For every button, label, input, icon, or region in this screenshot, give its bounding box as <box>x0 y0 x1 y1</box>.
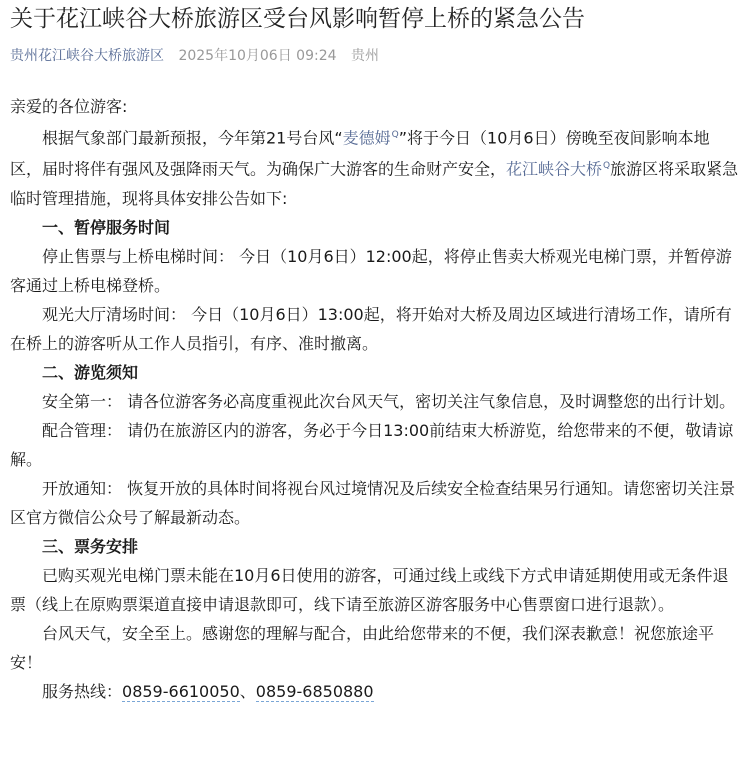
hotline-label: 服务热线： <box>42 681 123 701</box>
intro-text-b: ”将于今日（10月6日）傍晚至夜间影响本地区，届时将伴有强风及强降雨天气。为确保广大游客的生命财产安全， <box>10 128 710 179</box>
publish-time: 2025年10月06日 09:24 <box>178 48 337 64</box>
article-page <box>0 4 750 706</box>
typhoon-keyword-link[interactable]: 麦德姆 <box>342 128 391 148</box>
section-3-paragraph-1: 已购买观光电梯门票未能在10月6日使用的游客，可通过线上或线下方式申请延期使用或无条件退票（线上在原购票渠道直接申请退款即可，线下请至旅游区游客服务中心售票窗口进行退款）。 <box>10 565 729 614</box>
section-heading-1: 一、暂停服务时间 <box>42 217 171 237</box>
area-keyword-link[interactable]: 花江峡谷大桥 <box>506 159 603 179</box>
search-icon[interactable]: Q <box>603 161 611 172</box>
hotline-separator: 、 <box>239 681 256 701</box>
article-body <box>10 92 740 706</box>
intro-text-c: 旅游区将采取紧急临时管理措施，现将具体安排公告如下: <box>10 159 739 208</box>
intro-paragraph <box>10 121 740 213</box>
publish-location: 贵州 <box>350 48 379 64</box>
greeting: 亲爱的各位游客: <box>10 97 128 116</box>
phone-number-link[interactable]: 0859-6850880 <box>255 681 374 701</box>
hotline-line <box>10 677 740 706</box>
phone-number-link[interactable]: 0859-6610050 <box>122 681 240 701</box>
account-name-link[interactable]: 贵州花江峡谷大桥旅游区 <box>10 48 164 64</box>
closing-paragraph: 台风天气，安全至上。感谢您的理解与配合，由此给您带来的不便，我们深表歉意！祝您旅途平安！ <box>10 623 715 672</box>
article-title: 关于花江峡谷大桥旅游区受台风影响暂停上桥的紧急公告 <box>10 6 585 32</box>
section-heading-3: 三、票务安排 <box>42 536 139 556</box>
section-1-paragraph-2: 观光大厅清场时间： 今日（10月6日）13:00起，将开始对大桥及周边区域进行清场工作，请所有在桥上的游客听从工作人员指引，有序、准时撤离。 <box>10 304 732 353</box>
article-meta <box>10 46 740 66</box>
search-icon[interactable]: Q <box>391 130 399 140</box>
intro-text-a: 根据气象部门最新预报，今年第21号台风“ <box>42 128 343 148</box>
section-1-paragraph-1: 停止售票与上桥电梯时间： 今日（10月6日）12:00起，将停止售卖大桥观光电梯门票，并暂停游客通过上桥电梯登桥。 <box>10 246 732 295</box>
section-2-paragraph-1: 安全第一： 请各位游客务必高度重视此次台风天气，密切关注气象信息，及时调整您的出行计划。 <box>42 391 736 411</box>
section-2-paragraph-3: 开放通知： 恢复开放的具体时间将视台风过境情况及后续安全检查结果另行通知。请您密切关注景区官方微信公众号了解最新动态。 <box>10 478 736 527</box>
section-2-paragraph-2: 配合管理： 请仍在旅游区内的游客，务必于今日13:00前结束大桥游览，给您带来的不便，敬请谅解。 <box>10 420 734 469</box>
section-heading-2: 二、游览须知 <box>42 362 139 382</box>
